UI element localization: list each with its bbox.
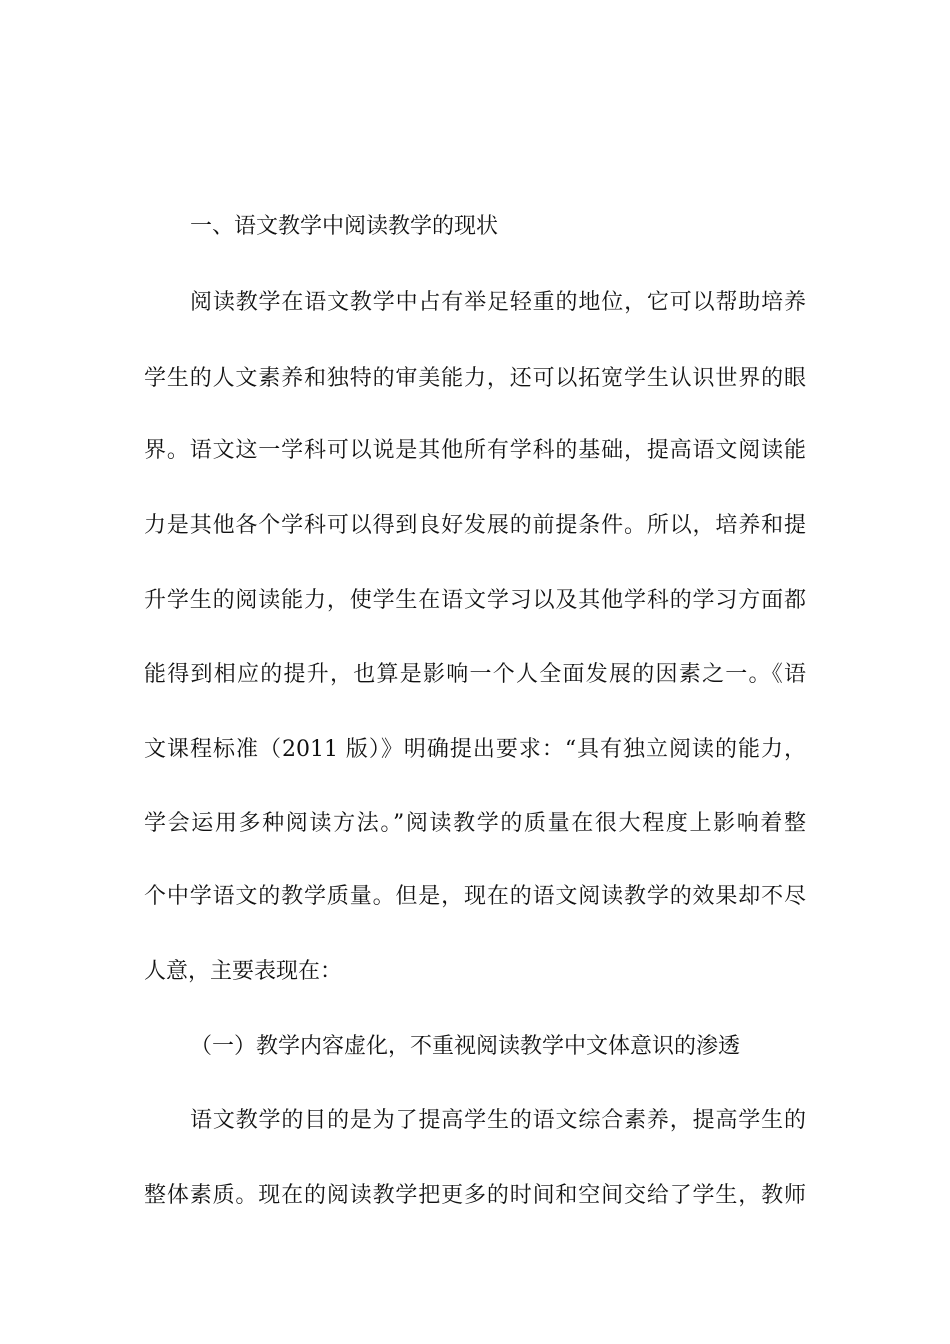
paragraph-line: 整体素质。现在的阅读教学把更多的时间和空间交给了学生，教师 [144,1183,806,1208]
paragraph-line: 学生的人文素养和独特的审美能力，还可以拓宽学生认识世界的眼 [144,366,806,391]
paragraph-line: 语文教学的目的是为了提高学生的语文综合素养，提高学生的 [190,1108,806,1133]
paragraph-line: 能得到相应的提升，也算是影响一个人全面发展的因素之一。《语 [144,662,806,687]
paragraph-line: 人意，主要表现在： [144,959,343,984]
subsection-heading: （一）教学内容虚化，不重视阅读教学中文体意识的渗透 [190,1034,741,1059]
paragraph-line: 文课程标准（2011 版）》明确提出要求：“具有独立阅读的能力， [144,737,806,762]
paragraph-line: 界。语文这一学科可以说是其他所有学科的基础，提高语文阅读能 [144,438,806,463]
paragraph-line: 力是其他各个学科可以得到良好发展的前提条件。所以，培养和提 [144,513,806,538]
paragraph-line: 升学生的阅读能力，使学生在语文学习以及其他学科的学习方面都 [144,588,806,613]
paragraph-line: 个中学语文的教学质量。但是，现在的语文阅读教学的效果却不尽 [144,884,806,909]
section-heading: 一、语文教学中阅读教学的现状 [190,214,499,239]
paragraph-line: 阅读教学在语文教学中占有举足轻重的地位，它可以帮助培养 [190,290,806,315]
paragraph-line: 学会运用多种阅读方法。”阅读教学的质量在很大程度上影响着整 [144,811,806,836]
